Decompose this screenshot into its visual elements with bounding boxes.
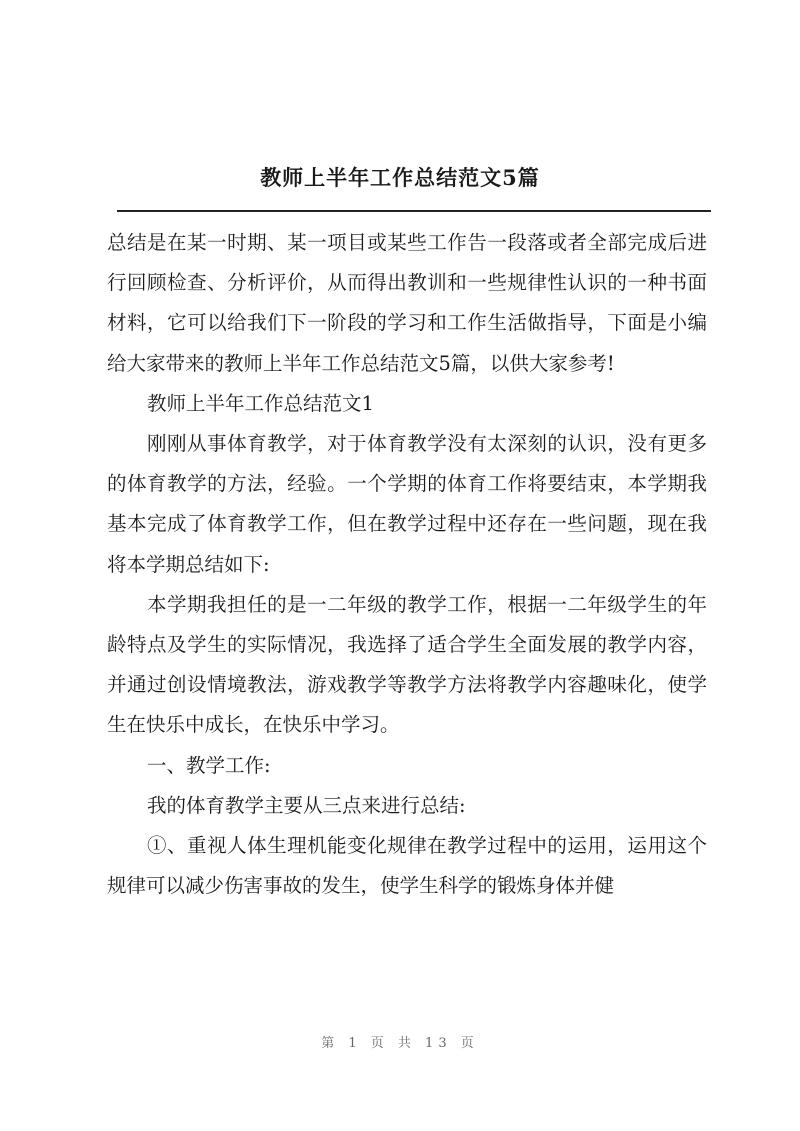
body-paragraph: 本学期我担任的是一二年级的教学工作，根据一二年级学生的年龄特点及学生的实际情况，我选择了适合学生全面发展的教学内容，并通过创设情境教法，游戏教学等教学方法将教学内容趣味化，使学生在快乐中成长，在快乐中学习。 <box>107 592 707 737</box>
body-paragraph: 我的体育教学主要从三点来进行总结: <box>147 793 466 817</box>
section-heading: 教师上半年工作总结范文1 <box>147 391 374 415</box>
page-number-footer: 第 1 页 共 13 页 <box>321 1036 479 1051</box>
body-paragraph: ①、重视人体生理机能变化规律在教学过程中的运用，运用这个规律可以减少伤害事故的发生，使学生科学的锻炼身体并健 <box>107 834 707 898</box>
intro-paragraph: 总结是在某一时期、某一项目或某些工作告一段落或者全部完成后进行回顾检查、分析评价，从而得出教训和一些规律性认识的一种书面材料，它可以给我们下一阶段的学习和工作生活做指导，下面是小编给大家带来的教师上半年工作总结范文5篇，以供大家参考! <box>107 231 707 375</box>
subsection-heading: 一、教学工作: <box>147 753 271 777</box>
body-paragraph: 刚刚从事体育教学，对于体育教学没有太深刻的认识，没有更多的体育教学的方法，经验。一个学期的体育工作将要结束，本学期我基本完成了体育教学工作，但在教学过程中还存在一些问题，现在我将本学期总结如下: <box>107 432 707 576</box>
page-title: 教师上半年工作总结范文5篇 <box>260 165 540 190</box>
title-divider <box>117 210 711 212</box>
document-body <box>107 223 707 906</box>
